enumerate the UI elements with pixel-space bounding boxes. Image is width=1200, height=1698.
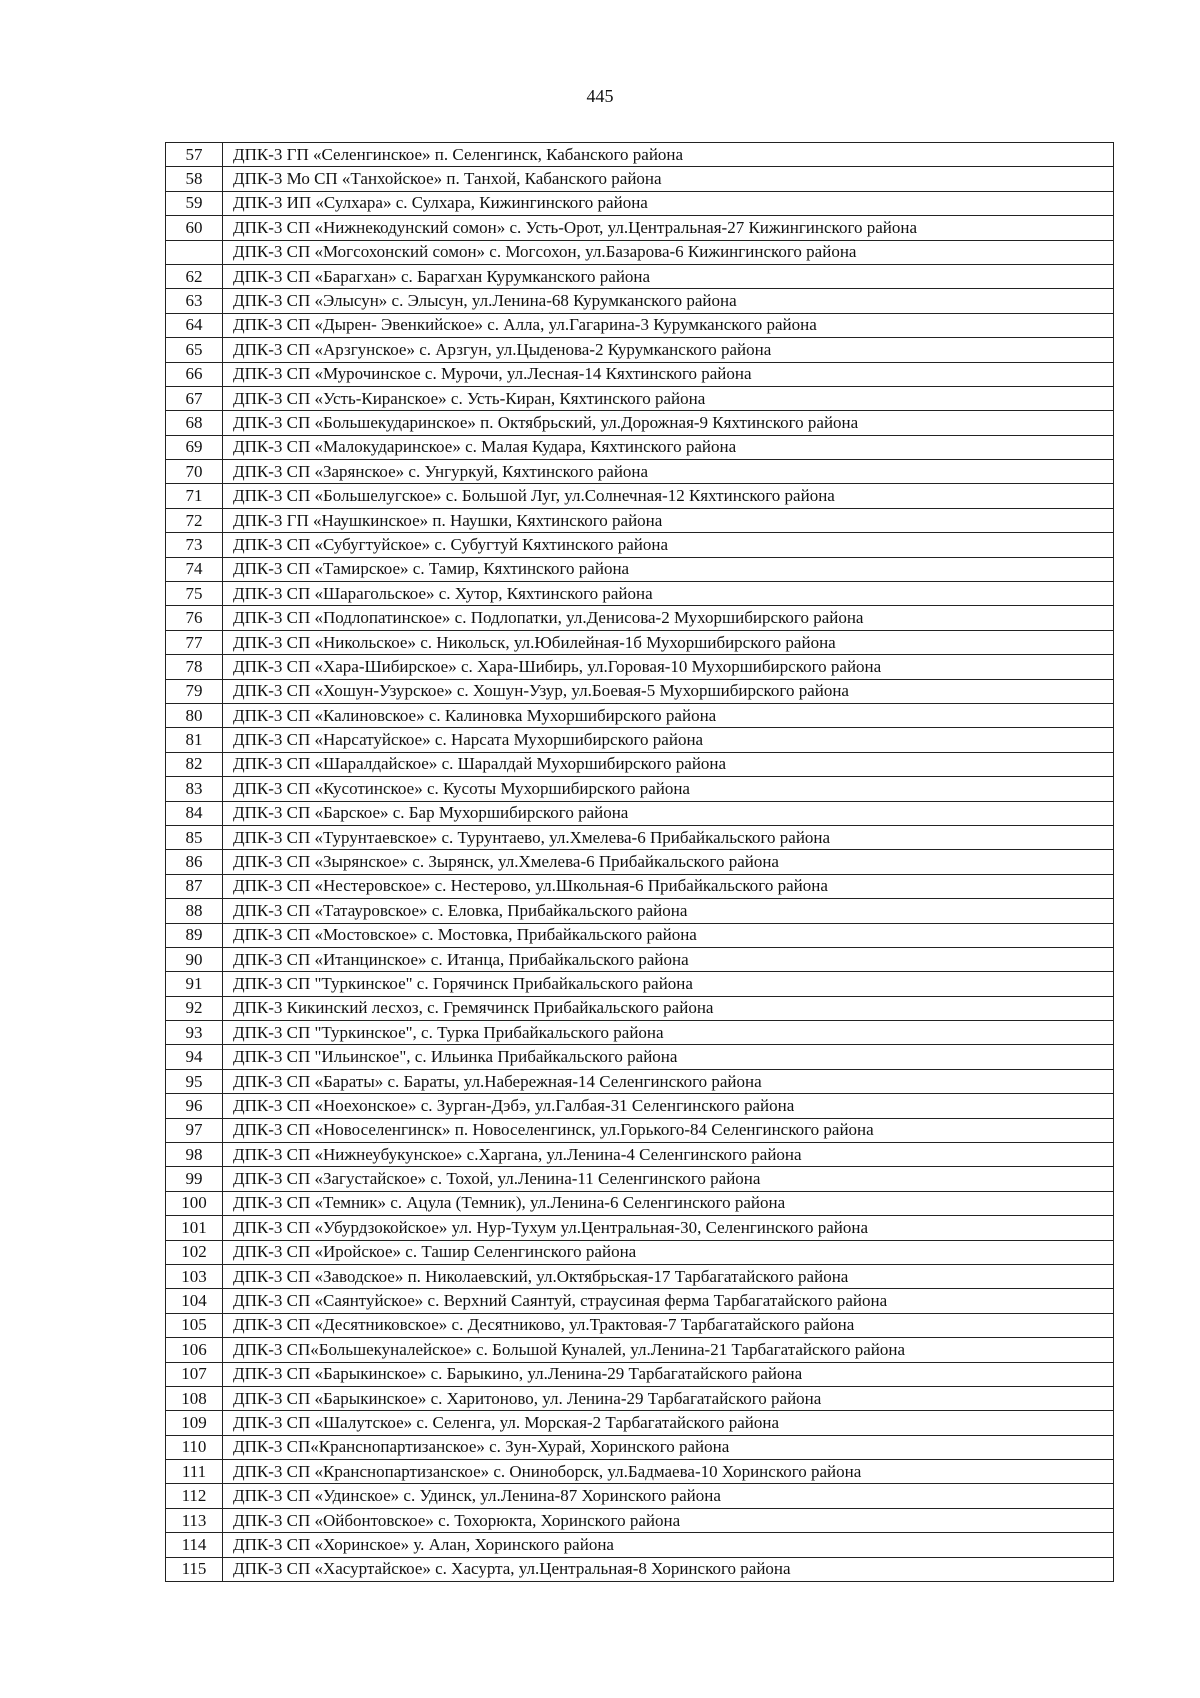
row-number: 64 [166,313,223,337]
row-description: ДПК-3 СП «Темник» с. Ацула (Темник), ул.Ленина-6 Селенгинского района [223,1191,1114,1215]
table-row [166,972,1114,996]
table-row [166,484,1114,508]
table-row [166,630,1114,654]
row-description: ДПК-3 СП «Татауровское» с. Еловка, Прибайкальского района [223,899,1114,923]
row-description: ДПК-3 СП «Итанцинское» с. Итанца, Прибайкальского района [223,947,1114,971]
table-row [166,655,1114,679]
table-row [166,1094,1114,1118]
table-row [166,216,1114,240]
table-row [166,362,1114,386]
row-description: ДПК-3 СП «Хасуртайское» с. Хасурта, ул.Центральная-8 Хоринского района [223,1557,1114,1581]
row-number: 63 [166,289,223,313]
table-body [166,143,1114,1582]
table-row [166,899,1114,923]
row-description: ДПК-3 СП «Турунтаевское» с. Турунтаево, ул.Хмелева-6 Прибайкальского района [223,825,1114,849]
table-row [166,1484,1114,1508]
row-description: ДПК-3 СП "Туркинское" с. Горячинск Прибайкальского района [223,972,1114,996]
row-description: ДПК-3 СП «Большелугское» с. Большой Луг, ул.Солнечная-12 Кяхтинского района [223,484,1114,508]
table-row [166,874,1114,898]
row-number: 100 [166,1191,223,1215]
table-row [166,1143,1114,1167]
row-number: 85 [166,825,223,849]
row-number: 99 [166,1167,223,1191]
row-number: 114 [166,1533,223,1557]
row-number: 107 [166,1362,223,1386]
row-description: ДПК-3 Кикинский лесхоз, с. Гремячинск Прибайкальского района [223,996,1114,1020]
row-description: ДПК-3 СП «Бараты» с. Бараты, ул.Набережная-14 Селенгинского района [223,1069,1114,1093]
table-row [166,1069,1114,1093]
row-description: ДПК-3 СП «Зырянское» с. Зырянск, ул.Хмелева-6 Прибайкальского района [223,850,1114,874]
row-description: ДПК-3 ИП «Сулхара» с. Сулхара, Кижингинского района [223,191,1114,215]
row-number: 105 [166,1313,223,1337]
row-description: ДПК-3 СП «Барыкинское» с. Харитоново, ул. Ленина-29 Тарбагатайского района [223,1386,1114,1410]
table-row [166,411,1114,435]
row-number: 96 [166,1094,223,1118]
row-number: 80 [166,703,223,727]
row-description: ДПК-3 СП «Заводское» п. Николаевский, ул.Октябрьская-17 Тарбагатайского района [223,1264,1114,1288]
row-description: ДПК-3 СП «Загустайское» с. Тохой, ул.Ленина-11 Селенгинского района [223,1167,1114,1191]
row-description: ДПК-3 СП «Дырен- Эвенкийское» с. Алла, ул.Гагарина-3 Курумканского района [223,313,1114,337]
row-number: 103 [166,1264,223,1288]
table-row [166,1460,1114,1484]
row-description: ДПК-3 Мо СП «Танхойское» п. Танхой, Кабанского района [223,167,1114,191]
page-number: 445 [586,86,614,106]
row-number: 79 [166,679,223,703]
row-number: 77 [166,630,223,654]
table-row [166,923,1114,947]
row-description: ДПК-3 СП «Мостовское» с. Мостовка, Прибайкальского района [223,923,1114,947]
row-description: ДПК-3 СП «Калиновское» с. Калиновка Мухоршибирского района [223,703,1114,727]
row-description: ДПК-3 СП «Иройское» с. Ташир Селенгинского района [223,1240,1114,1264]
table-row [166,435,1114,459]
row-description: ДПК-3 СП «Малокударинское» с. Малая Кудара, Кяхтинского района [223,435,1114,459]
row-number: 60 [166,216,223,240]
table-row [166,850,1114,874]
row-number: 86 [166,850,223,874]
table-row [166,777,1114,801]
table-row [166,1338,1114,1362]
row-number: 101 [166,1216,223,1240]
table-row [166,947,1114,971]
table-row [166,1021,1114,1045]
table-row [166,557,1114,581]
row-number: 112 [166,1484,223,1508]
row-number: 59 [166,191,223,215]
row-description: ДПК-3 СП «Удинское» с. Удинск, ул.Ленина-87 Хоринского района [223,1484,1114,1508]
row-number: 102 [166,1240,223,1264]
row-description: ДПК-3 СП«Большекуналейское» с. Большой Куналей, ул.Ленина-21 Тарбагатайского районa [223,1338,1114,1362]
row-number: 95 [166,1069,223,1093]
row-number: 93 [166,1021,223,1045]
table-row [166,167,1114,191]
table-row [166,1508,1114,1532]
row-number: 91 [166,972,223,996]
table-row [166,1240,1114,1264]
row-description: ДПК-3 СП "Ильинское", с. Ильинка Прибайкальского района [223,1045,1114,1069]
table-row [166,289,1114,313]
table-row [166,460,1114,484]
row-number: 84 [166,801,223,825]
row-number: 72 [166,508,223,532]
table-row [166,1289,1114,1313]
row-description: ДПК-3 СП «Барыкинское» с. Барыкино, ул.Ленина-29 Тарбагатайского района [223,1362,1114,1386]
row-description: ДПК-3 СП «Ноехонское» с. Зурган-Дэбэ, ул.Галбая-31 Селенгинского района [223,1094,1114,1118]
table-row [166,508,1114,532]
table-row [166,728,1114,752]
row-description: ДПК-3 ГП «Наушкинское» п. Наушки, Кяхтинского района [223,508,1114,532]
table-row [166,240,1114,264]
table-row [166,533,1114,557]
table-row [166,1435,1114,1459]
row-number [166,240,223,264]
row-number: 57 [166,143,223,167]
table-row [166,1191,1114,1215]
row-description: ДПК-3 СП «Тамирское» с. Тамир, Кяхтинского района [223,557,1114,581]
row-number: 58 [166,167,223,191]
row-number: 89 [166,923,223,947]
row-number: 108 [166,1386,223,1410]
table-row [166,1313,1114,1337]
row-number: 62 [166,264,223,288]
table-row [166,386,1114,410]
row-description: ДПК-3 СП «Кранснопартизанское» с. Онинoборск, ул.Бадмаева-10 Хоринского района [223,1460,1114,1484]
table-row [166,1216,1114,1240]
row-description: ДПК-3 СП «Барагхан» с. Барагхан Курумканского района [223,264,1114,288]
row-number: 83 [166,777,223,801]
table-row [166,1045,1114,1069]
row-description: ДПК-3 СП "Туркинское", с. Турка Прибайкальского района [223,1021,1114,1045]
table-row [166,606,1114,630]
row-number: 67 [166,386,223,410]
table-row [166,752,1114,776]
row-description: ДПК-3 СП «Арзгунское» с. Арзгун, ул.Цыденова-2 Курумканского района [223,338,1114,362]
row-number: 98 [166,1143,223,1167]
table-row [166,825,1114,849]
row-description: ДПК-3 СП «Элысун» с. Элысун, ул.Ленина-68 Курумканского района [223,289,1114,313]
table-row [166,264,1114,288]
row-number: 111 [166,1460,223,1484]
row-number: 90 [166,947,223,971]
row-description: ДПК-3 СП «Хошун-Узурское» с. Хошун-Узур, ул.Боевая-5 Мухоршибирского района [223,679,1114,703]
row-description: ДПК-3 СП «Новоселенгинск» п. Новоселенгинск, ул.Горького-84 Селенгинского района [223,1118,1114,1142]
table-row [166,1533,1114,1557]
table-row [166,996,1114,1020]
row-number: 115 [166,1557,223,1581]
row-number: 65 [166,338,223,362]
row-description: ДПК-3 СП «Нарсатуйское» с. Нарсата Мухоршибирского района [223,728,1114,752]
row-number: 82 [166,752,223,776]
row-description: ДПК-3 СП «Хоринское» у. Алан, Хоринского района [223,1533,1114,1557]
row-number: 71 [166,484,223,508]
table-row [166,1362,1114,1386]
table-row [166,1118,1114,1142]
row-number: 69 [166,435,223,459]
row-number: 97 [166,1118,223,1142]
row-number: 75 [166,582,223,606]
table-row [166,1557,1114,1581]
row-description: ДПК-3 СП «Усть-Киранское» с. Усть-Киран, Кяхтинского района [223,386,1114,410]
row-number: 88 [166,899,223,923]
row-number: 94 [166,1045,223,1069]
table-row [166,679,1114,703]
row-description: ДПК-3 СП «Нижнеубукунское» с.Харгана, ул.Ленина-4 Селенгинского района [223,1143,1114,1167]
table-row [166,338,1114,362]
row-number: 81 [166,728,223,752]
row-number: 113 [166,1508,223,1532]
row-number: 66 [166,362,223,386]
table-row [166,1411,1114,1435]
table-row [166,143,1114,167]
row-description: ДПК-3 ГП «Селенгинское» п. Селенгинск, Кабанского района [223,143,1114,167]
row-description: ДПК-3 СП «Мурочинское с. Мурочи, ул.Лесная-14 Кяхтинского района [223,362,1114,386]
row-description: ДПК-3 СП «Нестеровское» с. Нестерово, ул.Школьная-6 Прибайкальского района [223,874,1114,898]
row-description: ДПК-3 СП «Могсохонский сомон» с. Могсохон, ул.Базарова-6 Кижингинского района [223,240,1114,264]
row-number: 92 [166,996,223,1020]
row-number: 104 [166,1289,223,1313]
row-description: ДПК-3 СП «Большекударинское» п. Октябрьский, ул.Дорожная-9 Кяхтинского района [223,411,1114,435]
row-description: ДПК-3 СП «Саянтуйское» с. Верхний Саянтуй, страусиная ферма Тарбагатайского района [223,1289,1114,1313]
table-row [166,191,1114,215]
row-number: 74 [166,557,223,581]
row-number: 106 [166,1338,223,1362]
fire-station-table [165,142,1114,1582]
row-number: 109 [166,1411,223,1435]
row-description: ДПК-3 СП «Субугтуйское» с. Субугтуй Кяхтинского района [223,533,1114,557]
table-row [166,801,1114,825]
row-number: 87 [166,874,223,898]
row-description: ДПК-3 СП «Зарянское» с. Унгуркуй, Кяхтинского района [223,460,1114,484]
table-row [166,1264,1114,1288]
row-description: ДПК-3 СП «Кусотинское» с. Кусоты Мухоршибирского района [223,777,1114,801]
row-description: ДПК-3 СП «Барское» с. Бар Мухоршибирского района [223,801,1114,825]
row-description: ДПК-3 СП «Никольское» с. Никольск, ул.Юбилейная-1б Мухоршибирского района [223,630,1114,654]
table-row [166,582,1114,606]
row-number: 76 [166,606,223,630]
row-number: 70 [166,460,223,484]
table-row [166,703,1114,727]
row-description: ДПК-3 СП «Десятниковское» с. Десятниково, ул.Трактовая-7 Тарбагатайского района [223,1313,1114,1337]
row-description: ДПК-3 СП «Шарагольское» с. Хутор, Кяхтинского района [223,582,1114,606]
row-number: 68 [166,411,223,435]
row-description: ДПК-3 СП «Ойбонтовское» с. Тохорюкта, Хоринского района [223,1508,1114,1532]
row-number: 73 [166,533,223,557]
row-number: 110 [166,1435,223,1459]
row-description: ДПК-3 СП«Кранснопартизанское» с. Зун-Хурай, Хоринского района [223,1435,1114,1459]
row-description: ДПК-3 СП «Хара-Шибирское» с. Хара-Шибирь, ул.Горовая-10 Мухоршибирского района [223,655,1114,679]
table-row [166,313,1114,337]
table-row [166,1386,1114,1410]
row-description: ДПК-3 СП «Подлопатинское» с. Подлопатки, ул.Денисова-2 Мухоршибирского района [223,606,1114,630]
row-description: ДПК-3 СП «Нижнекодунский сомон» с. Усть-Орот, ул.Центральная-27 Кижингинского района [223,216,1114,240]
row-description: ДПК-3 СП «Убурдзокойское» ул. Нур-Тухум ул.Центральная-30, Селенгинского района [223,1216,1114,1240]
table-row [166,1167,1114,1191]
row-description: ДПК-3 СП «Шалутское» с. Селенга, ул. Морская-2 Тарбагатайского района [223,1411,1114,1435]
row-description: ДПК-3 СП «Шаралдайское» с. Шаралдай Мухоршибирского района [223,752,1114,776]
row-number: 78 [166,655,223,679]
